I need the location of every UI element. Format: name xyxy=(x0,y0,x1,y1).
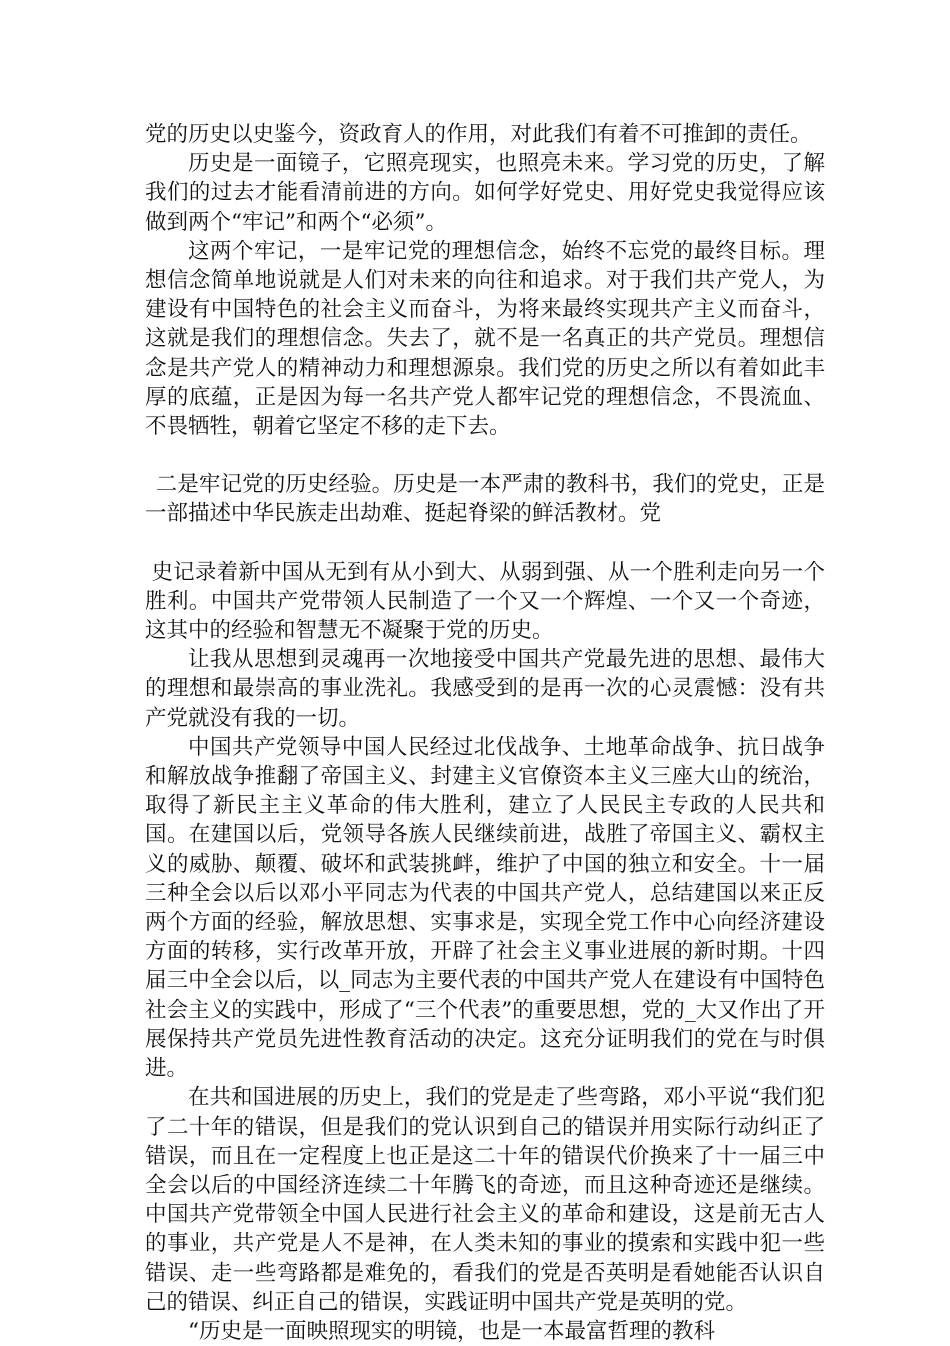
paragraph: “历史是一面映照现实的明镜，也是一本最富哲理的教科 xyxy=(188,1318,715,1344)
paragraph: 党的历史以史鉴今，资政育人的作用，对此我们有着不可推卸的责任。 xyxy=(145,122,812,147)
document-body xyxy=(145,120,825,1346)
paragraph: 在共和国进展的历史上，我们的党是走了些弯路，邓小平说“我们犯了二十年的错误，但是我们的党认识到自己的错误并用实际行动纠正了错误，而且在一定程度上也正是这二十年的错误代价换来了十一届三中全会以后的中国经济连续二十年腾飞的奇迹，而且这种奇迹还是继续。中国共产党带领全中国人民进行社会主义的革命和建设，这是前无古人的事业，共产党是人不是神，在人类未知的事业的摸索和实践中犯一些错误、走一些弯路都是难免的，看我们的党是否英明是看她能否认识自己的错误、纠正自己的错误，实践证明中国共产党是英明的党。 xyxy=(145,1085,825,1315)
paragraph: 让我从思想到灵魂再一次地接受中国共产党最先进的思想、最伟大的理想和最崇高的事业洗礼。我感受到的是再一次的心灵震憾：没有共产党就没有我的一切。 xyxy=(145,647,825,731)
paragraph: 中国共产党领导中国人民经过北伐战争、土地革命战争、抗日战争和解放战争推翻了帝国主义、封建主义官僚资本主义三座大山的统治，取得了新民主主义革命的伟大胜利，建立了人民民主专政的人民共和国。在建国以后，党领导各族人民继续前进，战胜了帝国主义、霸权主义的威胁、颠覆、破坏和武装挑衅，维护了中国的独立和安全。十一届三种全会以后以邓小平同志为代表的中国共产党人，总结建国以来正反两个方面的经验，解放思想、实事求是，实现全党工作中心向经济建设方面的转移，实行改革开放，开辟了社会主义事业进展的新时期。十四届三中全会以后，以_同志为主要代表的中国共产党人在建设有中国特色社会主义的实践中，形成了“三个代表”的重要思想，党的_大又作出了开展保持共产党员先进性教育活动的决定。这充分证明我们的党在与时俱进。 xyxy=(145,734,825,1082)
paragraph-spacer xyxy=(145,529,825,558)
paragraph: 历史是一面镜子，它照亮现实，也照亮未来。学习党的历史，了解我们的过去才能看清前进的方向。如何学好党史、用好党史我觉得应该做到两个“牢记”和两个“必须”。 xyxy=(145,151,825,235)
paragraph: 二是牢记党的历史经验。历史是一本严肃的教科书，我们的党史，正是一部描述中华民族走出劫难、挺起脊梁的鲜活教材。党 xyxy=(145,472,825,527)
paragraph: 这两个牢记，一是牢记党的理想信念，始终不忘党的最终目标。理想信念简单地说就是人们对未来的向往和追求。对于我们共产党人，为建设有中国特色的社会主义而奋斗，为将来最终实现共产主义而奋斗，这就是我们的理想信念。失去了，就不是一名真正的共产党员。理想信念是共产党人的精神动力和理想源泉。我们党的历史之所以有着如此丰厚的底蕴，正是因为每一名共产党人都牢记党的理想信念，不畏流血、不畏牺牲，朝着它坚定不移的走下去。 xyxy=(145,238,825,440)
paragraph: 史记录着新中国从无到有从小到大、从弱到强、从一个胜利走向另一个胜利。中国共产党带领人民制造了一个又一个辉煌、一个又一个奇迹，这其中的经验和智慧无不凝聚于党的历史。 xyxy=(145,559,825,644)
paragraph-spacer xyxy=(145,441,825,470)
